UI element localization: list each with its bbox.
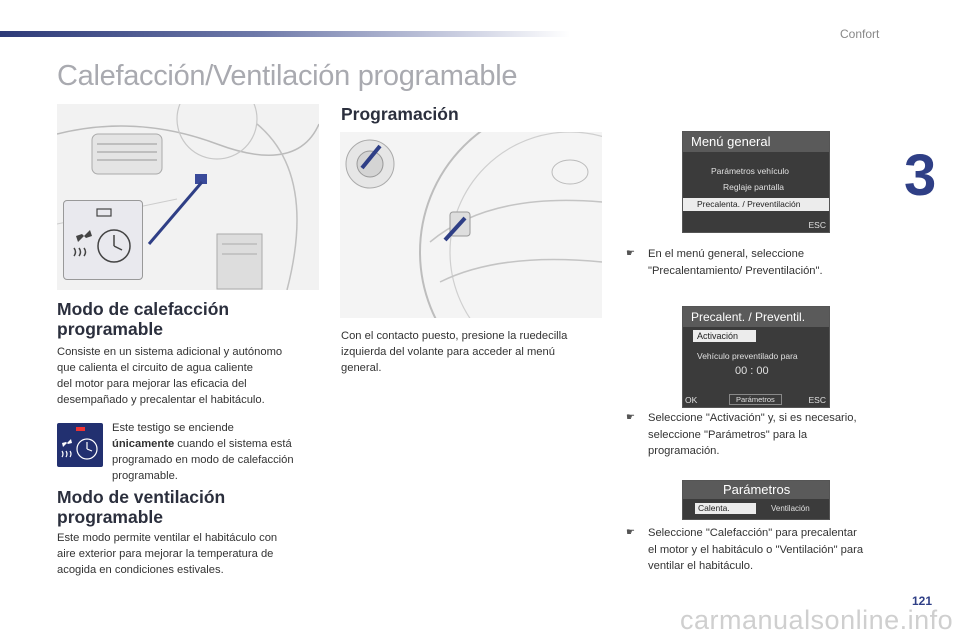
screen-title: Parámetros	[683, 481, 829, 499]
note-line: Este testigo se enciende	[112, 422, 234, 434]
heating-paragraph-line: Consiste en un sistema adicional y autónomo	[57, 346, 283, 358]
programming-paragraph-line: Con el contacto puesto, presione la ruedecilla	[341, 330, 568, 342]
heating-paragraph	[57, 344, 319, 408]
esc-label: ESC	[808, 220, 826, 230]
heating-option: Calenta.	[695, 503, 756, 514]
preventilated-label: Vehículo preventilado para	[697, 351, 798, 361]
fan-clock-lamp-icon	[57, 423, 103, 467]
instruction-3	[626, 525, 928, 575]
arrow-bullet-icon: ☛	[626, 248, 635, 259]
ventilation-paragraph-line: aire exterior para mejorar la temperatura de	[57, 548, 274, 560]
heating-paragraph-line: que calienta el circuito de agua caliente	[57, 362, 253, 374]
parameters-button: Parámetros	[729, 394, 782, 405]
menu-item: Reglaje pantalla	[723, 182, 784, 192]
general-menu-screen	[682, 131, 830, 233]
instruction-line: "Precalentamiento/ Preventilación".	[648, 264, 823, 277]
page-number: 121	[912, 594, 933, 608]
ventilation-heading-line2: programable	[57, 507, 163, 527]
instruction-line: En el menú general, seleccione	[648, 248, 805, 260]
page-title: Calefacción/Ventilación programable	[57, 60, 518, 92]
ventilation-heading-line1: Modo de ventilación	[57, 487, 226, 507]
preheat-screen	[682, 306, 830, 408]
ventilation-option: Ventilación	[771, 504, 810, 513]
programming-paragraph-line: general.	[341, 362, 382, 374]
heating-warning-lamp	[57, 423, 103, 467]
watermark: carmanualsonline.info	[680, 605, 954, 635]
instruction-line: Seleccione "Calefacción" para precalentar	[648, 527, 857, 539]
instruction-line: el motor y el habitáculo o "Ventilación" para	[648, 543, 864, 556]
esc-label: ESC	[808, 395, 826, 405]
menu-item-selected: Precalenta. / Preventilación	[683, 198, 829, 211]
steering-wheel-photo	[340, 132, 602, 318]
parameters-screen	[682, 480, 830, 520]
ventilation-paragraph-line: Este modo permite ventilar el habitáculo con	[57, 532, 278, 544]
ventilation-paragraph-line: acogida en condiciones estivales.	[57, 564, 224, 576]
programming-paragraph-line: izquierda del volante para acceder al menú	[341, 346, 555, 358]
steering-wheel-illustration	[340, 132, 602, 318]
warning-lamp-note	[112, 420, 317, 484]
menu-item: Parámetros vehículo	[711, 166, 789, 176]
heating-heading-line2: programable	[57, 319, 163, 339]
heating-heading-line1: Modo de calefacción	[57, 299, 230, 319]
note-line: programable.	[112, 470, 178, 482]
note-line	[112, 436, 317, 452]
heating-indicator-callout	[63, 200, 143, 280]
section-label: Confort	[840, 27, 880, 41]
note-emphasis: únicamente	[112, 438, 175, 450]
note-line: programado en modo de calefacción	[112, 454, 294, 466]
instruction-1	[626, 246, 928, 279]
ventilation-paragraph	[57, 530, 319, 578]
ventilation-heading	[57, 487, 317, 527]
activation-checkbox: Activación	[693, 330, 756, 342]
top-gradient-bar	[0, 31, 570, 37]
programming-heading: Programación	[341, 104, 459, 124]
time-value: 00 : 00	[735, 365, 769, 377]
screen-title: Precalent. / Preventil.	[683, 307, 829, 327]
programming-paragraph	[341, 328, 603, 376]
heating-paragraph-line: desempañado y precalentar el habitáculo.	[57, 394, 265, 406]
screen-title: Menú general	[683, 132, 829, 152]
heating-paragraph-line: del motor para mejorar las eficacia del	[57, 378, 247, 390]
fan-clock-icon	[64, 201, 142, 279]
instruction-line: seleccione "Parámetros" para la	[648, 428, 808, 441]
ok-label: OK	[685, 395, 698, 405]
instruction-line: ventilar el habitáculo.	[648, 560, 754, 572]
chapter-number: 3	[904, 143, 937, 208]
dashboard-photo	[57, 104, 319, 290]
note-rest: cuando el sistema está	[174, 438, 292, 450]
instruction-line: programación.	[648, 445, 720, 457]
instruction-line: Seleccione "Activación" y, si es necesario,	[648, 412, 857, 424]
heating-heading	[57, 299, 317, 339]
arrow-bullet-icon: ☛	[626, 412, 635, 423]
instruction-2	[626, 410, 928, 460]
arrow-bullet-icon: ☛	[626, 527, 635, 538]
